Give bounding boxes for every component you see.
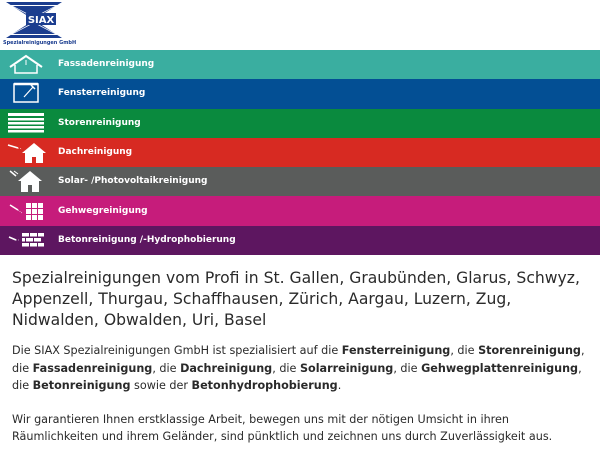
- keyword-storenreinigung: Storenreinigung: [478, 344, 581, 357]
- text-span: .: [337, 379, 342, 392]
- guarantee-paragraph: Wir garantieren Ihnen erstklassige Arbeit, bewegen uns mit der nötigen Umsicht in ihren Räumlichkeiten und ihrem Geländer, sind pünktlich und zeichnen uns durch Zuverlässigkeit aus.: [12, 412, 553, 443]
- nav-label: Dachreinigung: [58, 147, 133, 158]
- keyword-betonhydrophobierung: Betonhydrophobierung: [191, 379, 338, 392]
- text-span: , die: [393, 361, 422, 375]
- nav-label: Fassadenreinigung: [58, 59, 155, 70]
- text-span: , die: [272, 361, 300, 375]
- text-span: , die: [12, 361, 582, 392]
- text-span: , die: [450, 344, 479, 357]
- nav-label: Gehwegreinigung: [58, 205, 148, 216]
- nav-item-storenreinigung[interactable]: [0, 109, 600, 138]
- logo-subtitle: Spezialreinigungen GmbH: [3, 40, 77, 46]
- nav-item-gehwegreinigung[interactable]: [0, 196, 600, 225]
- house-outline-icon: [0, 50, 52, 79]
- text-span: , die: [12, 344, 585, 375]
- text-span: Die SIAX Spezialreinigungen GmbH ist spezialisiert auf die: [12, 344, 342, 357]
- nav-item-solarreinigung[interactable]: [0, 167, 600, 196]
- nav-label: Fensterreinigung: [58, 88, 146, 99]
- keyword-gehwegplattenreinigung: Gehwegplattenreinigung: [421, 361, 579, 375]
- window-squeegee-icon: [0, 79, 52, 108]
- siax-logo-mark: [4, 2, 64, 38]
- nav-label: Solar- /Photovoltaikreinigung: [58, 176, 208, 187]
- brick-wall-spray-icon: [0, 225, 52, 254]
- nav-label: Storenreinigung: [58, 117, 141, 128]
- siax-logo[interactable]: [3, 2, 77, 48]
- nav-item-dachreinigung[interactable]: [0, 138, 600, 167]
- keyword-fensterreinigung: Fensterreinigung: [341, 344, 451, 357]
- keyword-betonreinigung: Betonreinigung: [32, 379, 131, 392]
- page-headline: Spezialreinigungen vom Profi in St. Gallen, Graubünden, Glarus, Schwyz, Appenzell, Thurgau, Schaffhausen, Zürich, Aargau, Luzern, Zug, Nidwalden, Obwalden, Uri, Basel: [12, 269, 580, 329]
- house-roof-spray-icon: [0, 138, 52, 167]
- text-span: , die: [152, 361, 181, 375]
- blinds-icon: [0, 108, 52, 137]
- intro-paragraph: [12, 342, 590, 395]
- nav-item-fassadenreinigung[interactable]: [0, 50, 600, 79]
- logo-brand-text: SIAX: [27, 15, 55, 26]
- nav-label: Betonreinigung /-Hydrophobierung: [58, 234, 236, 245]
- solar-house-icon: [0, 167, 52, 196]
- paving-spray-icon: [0, 196, 52, 225]
- nav-item-fensterreinigung[interactable]: [0, 79, 600, 108]
- service-navigation: [0, 50, 600, 255]
- keyword-fassadenreinigung: Fassadenreinigung: [32, 361, 153, 375]
- keyword-solarreinigung: Solarreinigung: [299, 361, 394, 375]
- text-span: sowie der: [130, 379, 192, 392]
- main-content: [12, 268, 590, 446]
- header: [0, 0, 600, 50]
- keyword-dachreinigung: Dachreinigung: [180, 361, 273, 375]
- nav-item-betonreinigung[interactable]: [0, 226, 600, 255]
